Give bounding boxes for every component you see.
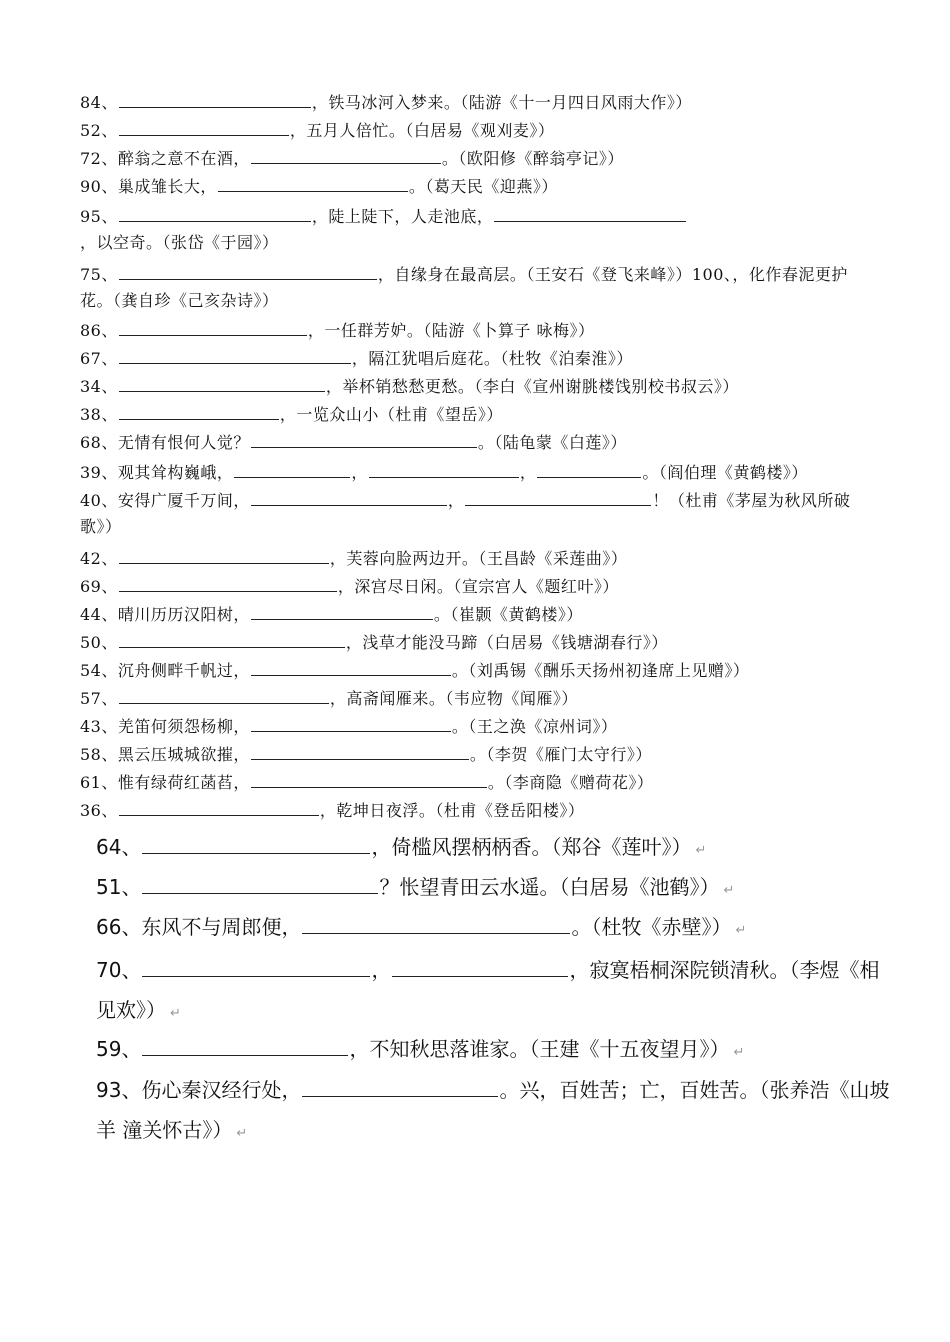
question-line — [80, 488, 880, 540]
question-number: 42、 — [80, 549, 118, 568]
answer-blank[interactable] — [251, 491, 447, 506]
question-text: 。（阎伯理《黄鹤楼》） — [642, 463, 808, 482]
question-text: ，铁马冰河入梦来。（陆游《十一月四日风雨大作》） — [311, 93, 692, 112]
question-text: ，以空奇。（张岱《于园》） — [80, 233, 279, 252]
answer-blank[interactable] — [142, 875, 378, 894]
paragraph-mark-icon: ↵ — [723, 883, 735, 898]
answer-blank[interactable] — [369, 463, 519, 478]
answer-blank[interactable] — [119, 633, 345, 648]
answer-blank[interactable] — [119, 207, 311, 222]
question-text: 。（王之涣《凉州词》） — [451, 717, 618, 736]
question-text: ，自缘身在最高层。（王安石《登飞来峰》）100、，化作春泥更护花。（龚自珍《己亥杂诗》） — [80, 265, 848, 310]
answer-blank[interactable] — [537, 463, 641, 478]
question-text: ， — [519, 463, 537, 482]
answer-blank[interactable] — [251, 433, 477, 448]
question-text: ，寂寞梧桐深院锁清秋。（李煜《相见欢》） — [96, 958, 880, 1022]
question-text: 巢成雏长大， — [117, 177, 217, 196]
question-number: 44、 — [80, 605, 118, 624]
answer-blank[interactable] — [142, 1037, 348, 1056]
answer-blank[interactable] — [119, 321, 307, 336]
question-line — [80, 460, 880, 486]
question-line — [96, 870, 896, 908]
question-text: ，陡上陡下，人走池底， — [311, 207, 494, 226]
answer-blank[interactable] — [392, 958, 568, 977]
question-text: 。（葛天民《迎燕》） — [408, 177, 558, 196]
answer-blank[interactable] — [302, 915, 570, 934]
paragraph-mark-icon: ↵ — [170, 1006, 181, 1021]
question-number: 34、 — [80, 377, 118, 396]
question-number: 95、 — [80, 207, 118, 226]
question-number: 68、 — [80, 433, 118, 452]
answer-blank[interactable] — [119, 689, 329, 704]
paragraph-mark-icon: ↵ — [236, 1126, 248, 1141]
question-line — [96, 1070, 896, 1154]
answer-blank[interactable] — [251, 717, 451, 732]
question-text: 沉舟侧畔千帆过， — [117, 661, 250, 680]
question-number: 36、 — [80, 801, 118, 820]
answer-blank[interactable] — [119, 93, 311, 108]
answer-blank[interactable] — [494, 207, 686, 222]
question-text: ！（杜甫《茅屋为秋风所破歌》） — [80, 491, 851, 536]
question-text: ， — [351, 463, 368, 482]
question-line — [80, 262, 880, 314]
answer-blank[interactable] — [119, 549, 329, 564]
question-line — [80, 770, 880, 796]
answer-blank[interactable] — [251, 149, 441, 164]
question-line — [80, 346, 880, 372]
question-line — [80, 630, 880, 656]
question-number: 70、 — [96, 958, 142, 982]
question-number: 75、 — [80, 265, 118, 284]
question-line — [80, 714, 880, 740]
question-text: 。（陆龟蒙《白莲》） — [477, 433, 627, 452]
question-number: 38、 — [80, 405, 118, 424]
question-text: ， — [447, 491, 465, 510]
question-line — [80, 402, 880, 428]
question-number: 69、 — [80, 577, 118, 596]
question-text: 安得广厦千万间， — [117, 491, 250, 510]
answer-blank[interactable] — [142, 958, 370, 977]
question-text: 。（刘禹锡《酬乐天扬州初逢席上见赠》） — [451, 661, 750, 680]
question-text: 。（李商隐《赠荷花》） — [487, 773, 654, 792]
question-line — [80, 118, 880, 144]
question-number: 86、 — [80, 321, 118, 340]
question-text: 黑云压城城欲摧， — [117, 745, 250, 764]
question-text: ？怅望青田云水遥。（白居易《池鹤》） — [379, 875, 720, 899]
question-line — [80, 430, 880, 456]
question-line — [80, 174, 880, 200]
question-text: 东风不与周郎便， — [141, 915, 302, 939]
question-number: 61、 — [80, 773, 118, 792]
question-text: 晴川历历汉阳树， — [117, 605, 250, 624]
question-line — [80, 204, 880, 256]
question-line — [96, 1032, 896, 1070]
question-text: ，五月人倍忙。（白居易《观刈麦》） — [289, 121, 555, 140]
paragraph-mark-icon: ↵ — [695, 843, 707, 858]
question-number: 93、 — [96, 1078, 142, 1102]
answer-blank[interactable] — [302, 1078, 498, 1097]
question-line — [80, 686, 880, 712]
question-number: 66、 — [96, 915, 142, 939]
question-line — [80, 798, 880, 824]
question-text: 惟有绿荷红菡萏， — [117, 773, 250, 792]
question-text: 。兴，百姓苦；亡，百姓苦。（张养浩《山坡羊 潼关怀古》） — [96, 1078, 890, 1142]
answer-blank[interactable] — [142, 835, 370, 854]
question-text: 。（崔颢《黄鹤楼》） — [433, 605, 583, 624]
question-line — [80, 658, 880, 684]
answer-blank[interactable] — [119, 801, 319, 816]
question-text: 观其耸构巍峨， — [117, 463, 234, 482]
answer-blank[interactable] — [119, 121, 289, 136]
question-text: ，倚槛风摆柄柄香。（郑谷《莲叶》） — [371, 835, 692, 859]
question-text: ，隔江犹唱后庭花。（杜牧《泊秦淮》） — [351, 349, 633, 368]
question-number: 40、 — [80, 491, 118, 510]
question-number: 84、 — [80, 93, 118, 112]
paragraph-mark-icon: ↵ — [733, 1045, 745, 1060]
question-number: 43、 — [80, 717, 118, 736]
question-text: ， — [371, 958, 392, 982]
question-text: 。（李贺《雁门太守行》） — [469, 745, 652, 764]
question-text: 伤心秦汉经行处， — [141, 1078, 302, 1102]
question-text: ，浅草才能没马蹄（白居易《钱塘湖春行》） — [345, 633, 668, 652]
question-line — [80, 90, 880, 116]
question-text: 醉翁之意不在酒， — [117, 149, 250, 168]
answer-blank[interactable] — [251, 773, 487, 788]
question-line — [96, 830, 896, 868]
question-line — [80, 602, 880, 628]
question-line — [80, 146, 880, 172]
answer-blank[interactable] — [119, 377, 325, 392]
question-number: 39、 — [80, 463, 118, 482]
question-text: ，高斋闻雁来。（韦应物《闻雁》） — [329, 689, 578, 708]
question-number: 64、 — [96, 835, 142, 859]
question-number: 59、 — [96, 1037, 142, 1061]
question-text: 羌笛何须怨杨柳， — [117, 717, 250, 736]
question-text: ，举杯销愁愁更愁。（李白《宣州谢朓楼饯别校书叔云》） — [325, 377, 739, 396]
question-line — [96, 950, 896, 1034]
answer-blank[interactable] — [465, 491, 651, 506]
question-number: 57、 — [80, 689, 118, 708]
answer-blank[interactable] — [251, 745, 469, 760]
question-line — [80, 742, 880, 768]
question-text: 。（欧阳修《醉翁亭记》） — [441, 149, 624, 168]
question-number: 51、 — [96, 875, 142, 899]
question-line — [80, 574, 880, 600]
answer-blank[interactable] — [234, 463, 350, 478]
question-text: ，乾坤日夜浮。（杜甫《登岳阳楼》） — [319, 801, 585, 820]
question-number: 58、 — [80, 745, 118, 764]
answer-blank[interactable] — [119, 405, 279, 420]
question-text: ，一览众山小（杜甫《望岳》） — [279, 405, 503, 424]
question-number: 90、 — [80, 177, 118, 196]
question-text: ，不知秋思落谁家。（王建《十五夜望月》） — [349, 1037, 730, 1061]
question-number: 50、 — [80, 633, 118, 652]
answer-blank[interactable] — [119, 265, 377, 280]
question-text: 。（杜牧《赤壁》） — [571, 915, 732, 939]
answer-blank[interactable] — [119, 577, 337, 592]
question-text: ，一任群芳妒。（陆游《卜算子 咏梅》） — [307, 321, 595, 340]
question-text: ，深宫尽日闲。（宣宗宫人《题红叶》） — [337, 577, 619, 596]
answer-blank[interactable] — [119, 349, 351, 364]
question-number: 72、 — [80, 149, 118, 168]
question-text: ，芙蓉向脸两边开。（王昌龄《采莲曲》） — [329, 549, 628, 568]
answer-blank[interactable] — [251, 605, 433, 620]
question-number: 67、 — [80, 349, 118, 368]
answer-blank[interactable] — [251, 661, 451, 676]
paragraph-mark-icon: ↵ — [735, 923, 747, 938]
question-line — [96, 910, 896, 948]
question-text: 无情有恨何人觉？ — [117, 433, 250, 452]
question-line — [80, 374, 880, 400]
question-number: 54、 — [80, 661, 118, 680]
question-line — [80, 546, 880, 572]
answer-blank[interactable] — [218, 177, 408, 192]
question-number: 52、 — [80, 121, 118, 140]
question-line — [80, 318, 880, 344]
